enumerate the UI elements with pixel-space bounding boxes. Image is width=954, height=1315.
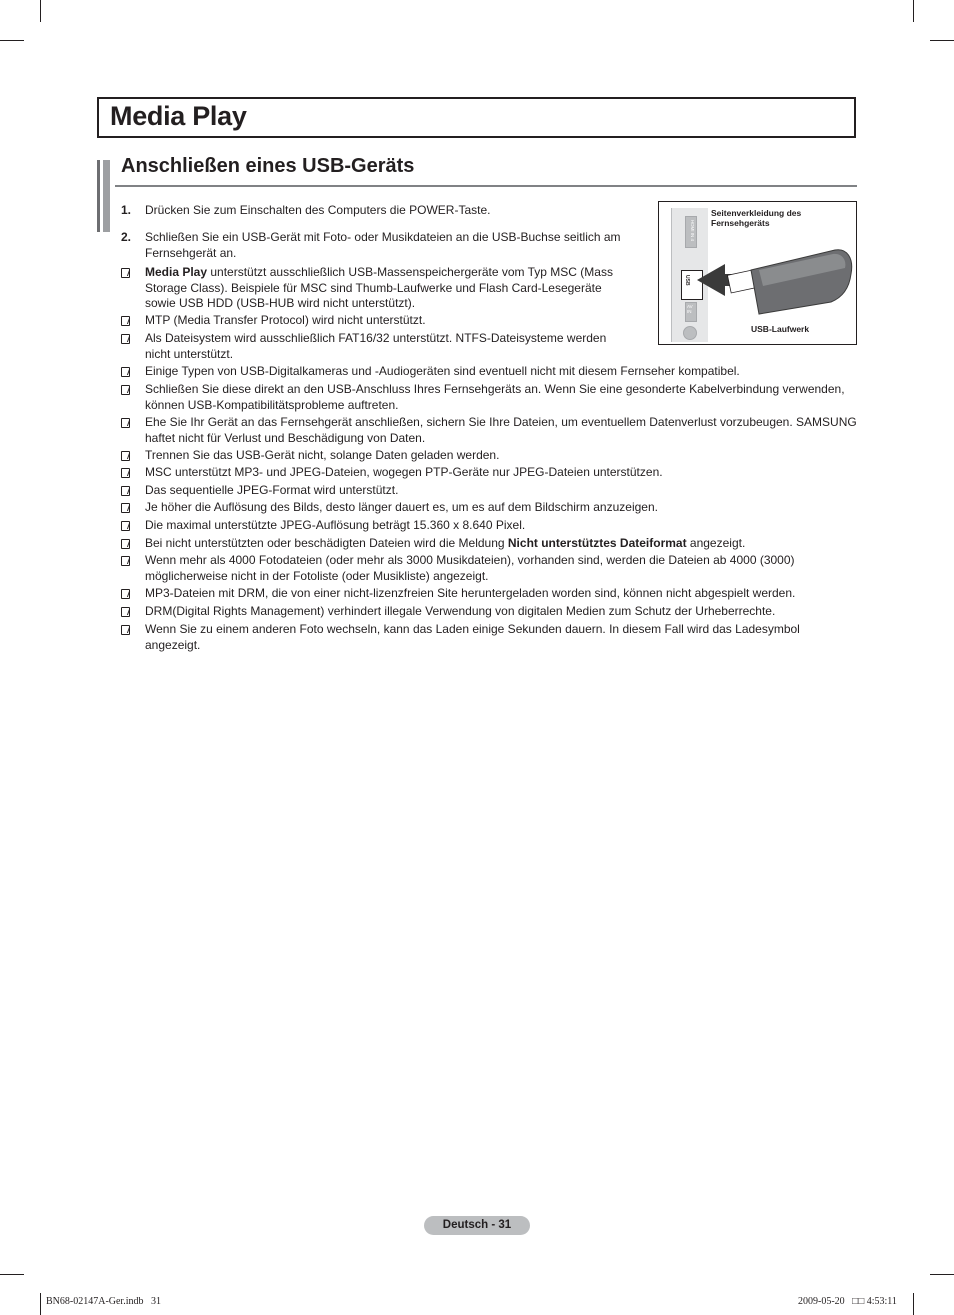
note-icon [121, 385, 130, 395]
note-text: MSC unterstützt MP3- und JPEG-Dateien, wogegen PTP-Geräte nur JPEG-Dateien unterstützen. [145, 465, 663, 479]
note-icon [121, 521, 130, 531]
note-text: DRM(Digital Rights Management) verhindert illegale Verwendung von digitalen Medien zum Schutz der Urheberrechte. [145, 604, 776, 618]
slug-right: 2009-05-20 □□ 4:53:11 [798, 1296, 897, 1307]
note-icon [121, 418, 130, 428]
slug-left: BN68-02147A-Ger.indb 31 [46, 1296, 161, 1307]
note-text: Als Dateisystem wird ausschließlich FAT16/32 unterstützt. NTFS-Dateisysteme werden nicht unterstützt. [145, 331, 607, 361]
section-title: Anschließen eines USB-Geräts [121, 155, 415, 177]
note-bold: Media Play [145, 265, 208, 279]
note-icon [121, 607, 130, 617]
note-text: Ehe Sie Ihr Gerät an das Fernsehgerät anschließen, sichern Sie Ihre Dateien, um eventuellem Datenverlust vorzubeugen. SAMSUNG haftet nicht für Verlust und Beschädigung von Daten. [145, 415, 857, 445]
usb-port-label: USB [684, 275, 690, 286]
note-text: Wenn Sie zu einem anderen Foto wechseln, kann das Laden einige Sekunden dauern. In diesem Fall wird das Ladesymbol angezeigt. [145, 622, 800, 652]
note-text: Wenn mehr als 4000 Fotodateien (oder mehr als 3000 Musikdateien), vorhanden sind, werden die Dateien ab 4000 (3000) möglicherweise nicht in der Fotoliste (oder Musikliste) angezeigt. [145, 553, 795, 583]
note-text: MTP (Media Transfer Protocol) wird nicht unterstützt. [145, 313, 426, 327]
note-icon [121, 316, 130, 326]
panel-text-hdmi: HDMI IN 4 [690, 220, 695, 242]
note-icon [121, 589, 130, 599]
panel-label: Seitenverkleidung des Fernsehgeräts [711, 208, 802, 228]
note-text: Je höher die Auflösung des Bilds, desto länger dauert es, um es auf dem Bildschirm anzuzeigen. [145, 500, 658, 514]
page-title: Media Play [110, 101, 247, 131]
panel-text-av: AV IN [687, 304, 693, 314]
note-text: Bei nicht unterstützten oder beschädigten Dateien wird die Meldung [145, 536, 508, 550]
note-bold: Nicht unterstütztes Dateiformat [507, 536, 687, 550]
note-icon [121, 503, 130, 513]
drive-label: USB-Laufwerk [751, 324, 810, 334]
note-icon [121, 451, 130, 461]
note-icon [121, 334, 130, 344]
page-number-badge: Deutsch - 31 [424, 1216, 530, 1235]
note-text: angezeigt. [686, 536, 746, 550]
note-text: Einige Typen von USB-Digitalkameras und -Audiogeräten sind eventuell nicht mit diesem Fernseher kompatibel. [145, 364, 740, 378]
note-icon [121, 468, 130, 478]
note-icon [121, 556, 130, 566]
note-text: Trennen Sie das USB-Gerät nicht, solange Daten geladen werden. [145, 448, 500, 462]
note-text: MP3-Dateien mit DRM, die von einer nicht-lizenzfreien Site heruntergeladen worden sind, können nicht abgespielt werden. [145, 586, 796, 600]
step-text: Schließen Sie ein USB-Gerät mit Foto- oder Musikdateien an die USB-Buchse seitlich am Fernsehgerät an. [145, 230, 621, 260]
note-icon [121, 625, 130, 635]
note-text: Die maximal unterstützte JPEG-Auflösung beträgt 15.360 x 8.640 Pixel. [145, 518, 526, 532]
step-number: 2. [121, 230, 132, 244]
note-icon [121, 268, 130, 278]
note-text: Schließen Sie diese direkt an den USB-Anschluss Ihres Fernsehgeräts an. Wenn Sie eine gesonderte Kabelverbindung verwenden, können USB-Kompatibilitätsprobleme auftreten. [145, 382, 845, 412]
note-icon [121, 539, 130, 549]
step-text: Drücken Sie zum Einschalten des Computers die POWER-Taste. [145, 203, 491, 217]
note-text: Das sequentielle JPEG-Format wird unterstützt. [145, 483, 399, 497]
note-text: unterstützt ausschließlich USB-Massenspeichergeräte vom Typ MSC (Mass Storage Class). Beispiele für MSC sind Thumb-Laufwerke und Flash Card-Lesegeräte sowie USB HDD (USB-HUB wird nicht unterstützt). [145, 265, 613, 310]
note-icon [121, 486, 130, 496]
note-icon [121, 367, 130, 377]
step-number: 1. [121, 203, 132, 217]
